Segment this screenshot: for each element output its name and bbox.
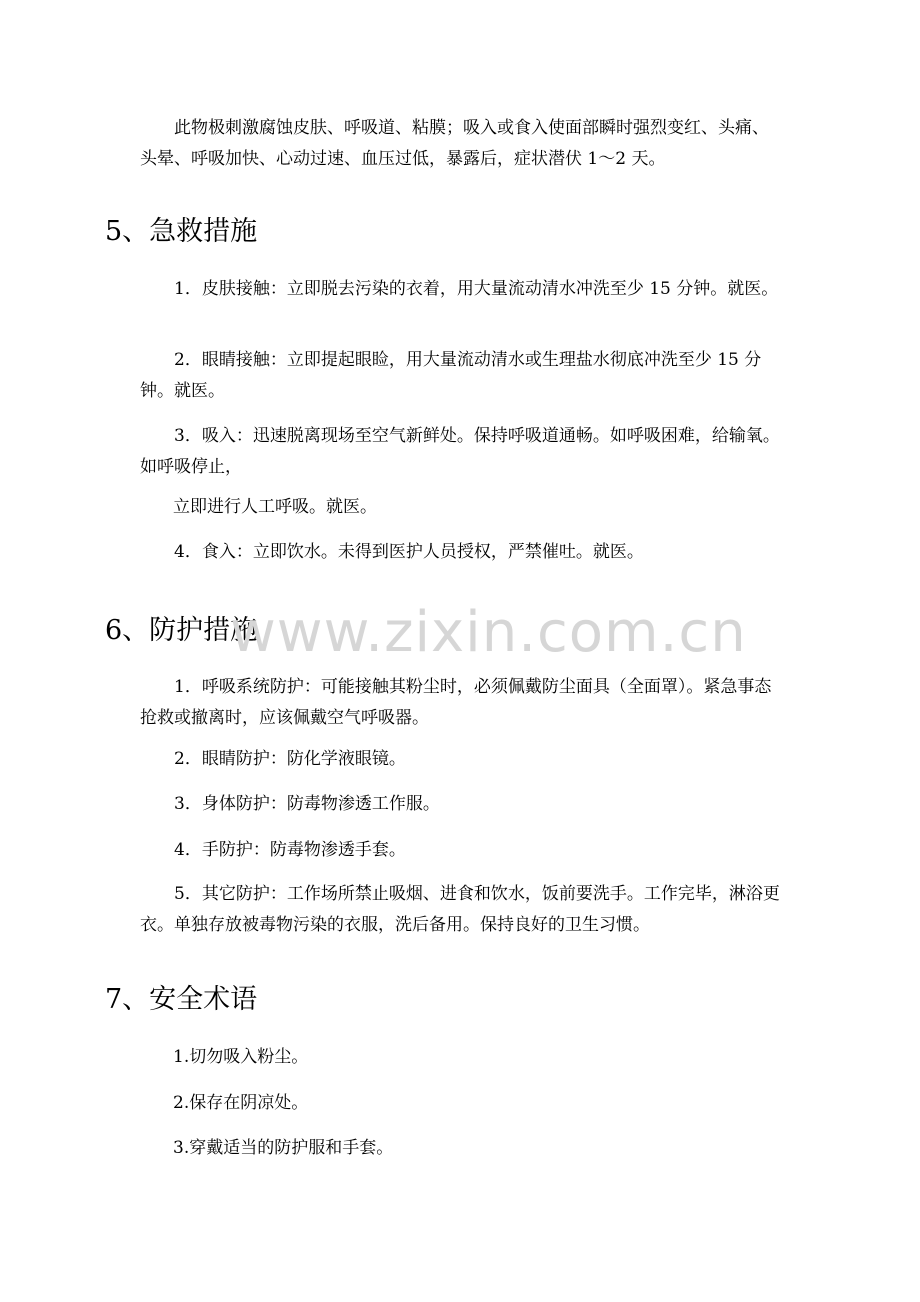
first-aid-item-3: 3．吸入：迅速脱离现场至空气新鲜处。保持呼吸道通畅。如呼吸困难，给输氧。如呼吸停止， bbox=[140, 426, 780, 477]
first-aid-item-3-continued: 立即进行人工呼吸。就医。 bbox=[173, 497, 377, 517]
safety-term-1: 1.切勿吸入粉尘。 bbox=[173, 1047, 309, 1067]
section-5-heading: 5、急救措施 bbox=[105, 216, 258, 247]
section-7-heading: 7、安全术语 bbox=[105, 984, 258, 1015]
protection-item-4: 4．手防护：防毒物渗透手套。 bbox=[174, 840, 406, 860]
protection-item-3: 3．身体防护：防毒物渗透工作服。 bbox=[174, 794, 440, 814]
safety-term-2: 2.保存在阴凉处。 bbox=[173, 1093, 309, 1113]
protection-item-2: 2．眼睛防护：防化学液眼镜。 bbox=[174, 749, 406, 769]
safety-term-3: 3.穿戴适当的防护服和手套。 bbox=[173, 1138, 394, 1158]
first-aid-item-2: 2．眼睛接触：立即提起眼睑，用大量流动清水或生理盐水彻底冲洗至少 15 分钟。就医。 bbox=[140, 350, 762, 401]
first-aid-item-4: 4．食入：立即饮水。未得到医护人员授权，严禁催吐。就医。 bbox=[174, 542, 644, 562]
section-6-heading: 6、防护措施 bbox=[105, 615, 258, 646]
protection-item-1: 1．呼吸系统防护：可能接触其粉尘时，必须佩戴防尘面具（全面罩）。紧急事态抢救或撤离时，应该佩戴空气呼吸器。 bbox=[140, 677, 772, 728]
intro-paragraph: 此物极刺激腐蚀皮肤、呼吸道、粘膜；吸入或食入使面部瞬时强烈变红、头痛、头晕、呼吸加快、心动过速、血压过低，暴露后，症状潜伏 1～2 天。 bbox=[140, 118, 769, 169]
protection-item-5: 5．其它防护：工作场所禁止吸烟、进食和饮水，饭前要洗手。工作完毕，淋浴更衣。单独存放被毒物污染的衣服，洗后备用。保持良好的卫生习惯。 bbox=[140, 884, 780, 935]
first-aid-item-1: 1．皮肤接触：立即脱去污染的衣着，用大量流动清水冲洗至少 15 分钟。就医。 bbox=[174, 279, 779, 299]
watermark: www.zixin.com.cn bbox=[230, 600, 747, 665]
